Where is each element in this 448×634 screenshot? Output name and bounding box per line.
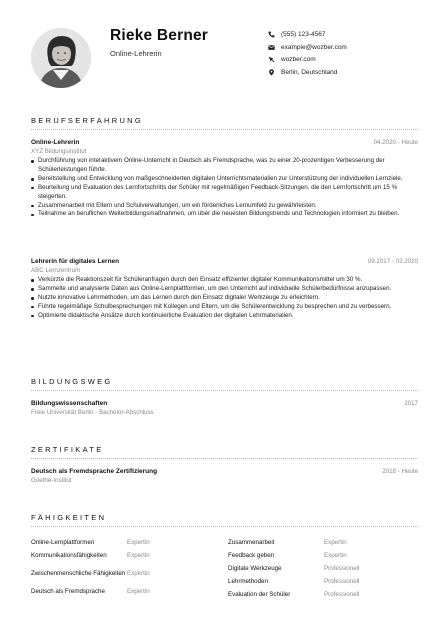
- resume-header: [0, 0, 448, 110]
- skill-level: Expertin: [127, 570, 150, 577]
- job-bullets: [31, 157, 418, 219]
- skill-level: Professionell: [324, 591, 360, 598]
- person-name: Rieke Berner: [110, 27, 209, 44]
- skill-level: Expertin: [127, 588, 150, 595]
- contact-email: [268, 41, 438, 54]
- section-title-education: BILDUNGSWEG: [31, 377, 113, 386]
- contact-phone: [268, 28, 438, 41]
- skill-name: Kommunikationsfähigkeiten: [31, 551, 107, 559]
- job-title: Online-Lehrerin: [31, 139, 80, 146]
- skill-row: [31, 549, 221, 562]
- skill-name: Digitale Werkzeuge: [228, 564, 282, 572]
- section-divider: [31, 458, 418, 459]
- job-date: 09.2017 - 03.2020: [367, 258, 418, 265]
- certificate-date: 2018 - Heute: [382, 468, 418, 475]
- job-company: ABC Lernzentrum: [31, 267, 81, 274]
- skill-row: [228, 588, 418, 601]
- skill-row: [228, 575, 418, 588]
- skill-row: [31, 536, 221, 549]
- skill-row: [228, 536, 418, 549]
- contact-website: [268, 54, 438, 67]
- list-item: Durchführung von interaktivem Online-Unterricht in Deutsch als Fremdsprache, was zu einer 20-prozentigen Verbesserung der Schülerleistungen führte.: [31, 157, 418, 175]
- section-title-skills: FÄHIGKEITEN: [31, 513, 107, 522]
- degree-institution: Freie Universität Berlin - Bachelor-Abschluss: [31, 409, 154, 416]
- experience-entry-2-header: [31, 258, 418, 268]
- location-icon: [268, 69, 275, 76]
- person-role: Online-Lehrerin: [110, 49, 162, 58]
- list-item: Teilnahme an beruflichen Weiterbildungsmaßnahmen, um über die neuesten Bildungstrends und Technologien informiert zu bleiben.: [31, 210, 418, 219]
- contact-phone-text[interactable]: (555) 123-4567: [281, 30, 326, 38]
- section-divider: [31, 129, 418, 130]
- skills-column-left: [31, 536, 221, 598]
- skill-row: [228, 549, 418, 562]
- section-divider: [31, 390, 418, 391]
- section-title-experience: BERUFSERFAHRUNG: [31, 116, 144, 125]
- certificate-title: Deutsch als Fremdsprache Zertifizierung: [31, 468, 158, 475]
- skill-level: Professionell: [324, 578, 360, 585]
- list-item: Führte regelmäßige Schulbesprechungen mit Kollegen und Eltern, um die Schülerentwicklung zu besprechen und zu verbessern.: [31, 303, 418, 312]
- skill-name: Deutsch als Fremdsprache: [31, 587, 105, 595]
- section-divider: [31, 526, 418, 527]
- job-company: XYZ Bildungsinstitut: [31, 148, 87, 155]
- profile-photo: [31, 28, 91, 88]
- skill-name: Lehrmethoden: [228, 577, 268, 585]
- skill-name: Online-Lernplattformen: [31, 538, 95, 546]
- skill-level: Expertin: [127, 552, 150, 559]
- skill-name: Feedback geben: [228, 551, 275, 559]
- section-title-certificates: ZERTIFIKATE: [31, 445, 104, 454]
- degree-date: 2017: [404, 400, 418, 407]
- contact-website-text[interactable]: wozber.com: [281, 56, 316, 64]
- contact-location: [268, 66, 438, 79]
- job-bullets: [31, 276, 418, 321]
- job-date: 04.2020 - Heute: [373, 139, 418, 146]
- skill-level: Professionell: [324, 565, 360, 572]
- skill-row: [31, 562, 221, 585]
- phone-icon: [268, 31, 275, 38]
- job-title: Lehrerin für digitales Lernen: [31, 258, 120, 265]
- skill-name: Zwischenmenschliche Fähigkeiten: [31, 569, 126, 577]
- list-item: Sammelte und analysierte Daten aus Online-Lernplattformen, um den Unterricht auf individuelle Schülerbedürfnisse anzupassen.: [31, 285, 418, 294]
- contact-email-text[interactable]: example@wozber.com: [281, 43, 347, 51]
- skill-name: Zusammenarbeit: [228, 538, 275, 546]
- skill-row: [228, 562, 418, 575]
- experience-entry-1-header: [31, 139, 418, 149]
- list-item: Nutzte innovative Lehrmethoden, um das Lernen durch den Einsatz digitaler Werkzeuge zu erleichtern.: [31, 294, 418, 303]
- list-item: Beurteilung und Evaluation des Lernfortschritts der Schüler mit regelmäßigen Feedback-Sitzungen, die den Lernfortschritt um 15 % steigerten.: [31, 184, 418, 202]
- list-item: Optimierte didaktische Ansätze durch kontinuierliche Evaluation der digitalen Lehrmaterialien.: [31, 312, 418, 321]
- link-icon: [268, 56, 275, 63]
- certificate-issuer: Goethe-Institut: [31, 477, 72, 484]
- contact-location-text: Berlin, Deutschland: [281, 69, 338, 77]
- skill-level: Expertin: [324, 539, 347, 546]
- skill-row: [31, 585, 221, 598]
- skill-name: Evaluation der Schüler: [228, 590, 291, 598]
- list-item: Bereitstellung und Entwicklung von maßgeschneiderten digitalen Unterrichtsmaterialien zur Unterstützung der individuellen Lernziele.: [31, 175, 418, 184]
- skill-level: Expertin: [127, 539, 150, 546]
- degree-title: Bildungswissenschaften: [31, 400, 108, 407]
- certificate-entry-header: [31, 468, 418, 478]
- mail-icon: [268, 44, 275, 51]
- contact-list: [268, 28, 438, 79]
- list-item: Zusammenarbeit mit Eltern und Schulverwaltungen, um ein förderliches Lernumfeld zu gewährleisten.: [31, 202, 418, 211]
- avatar: [31, 28, 91, 88]
- skills-column-right: [228, 536, 418, 601]
- skill-level: Expertin: [324, 552, 347, 559]
- list-item: Verkürzte die Reaktionszeit für Schüleranfragen durch den Einsatz effizienter digitaler Kommunikationsmittel um 30 %.: [31, 276, 418, 285]
